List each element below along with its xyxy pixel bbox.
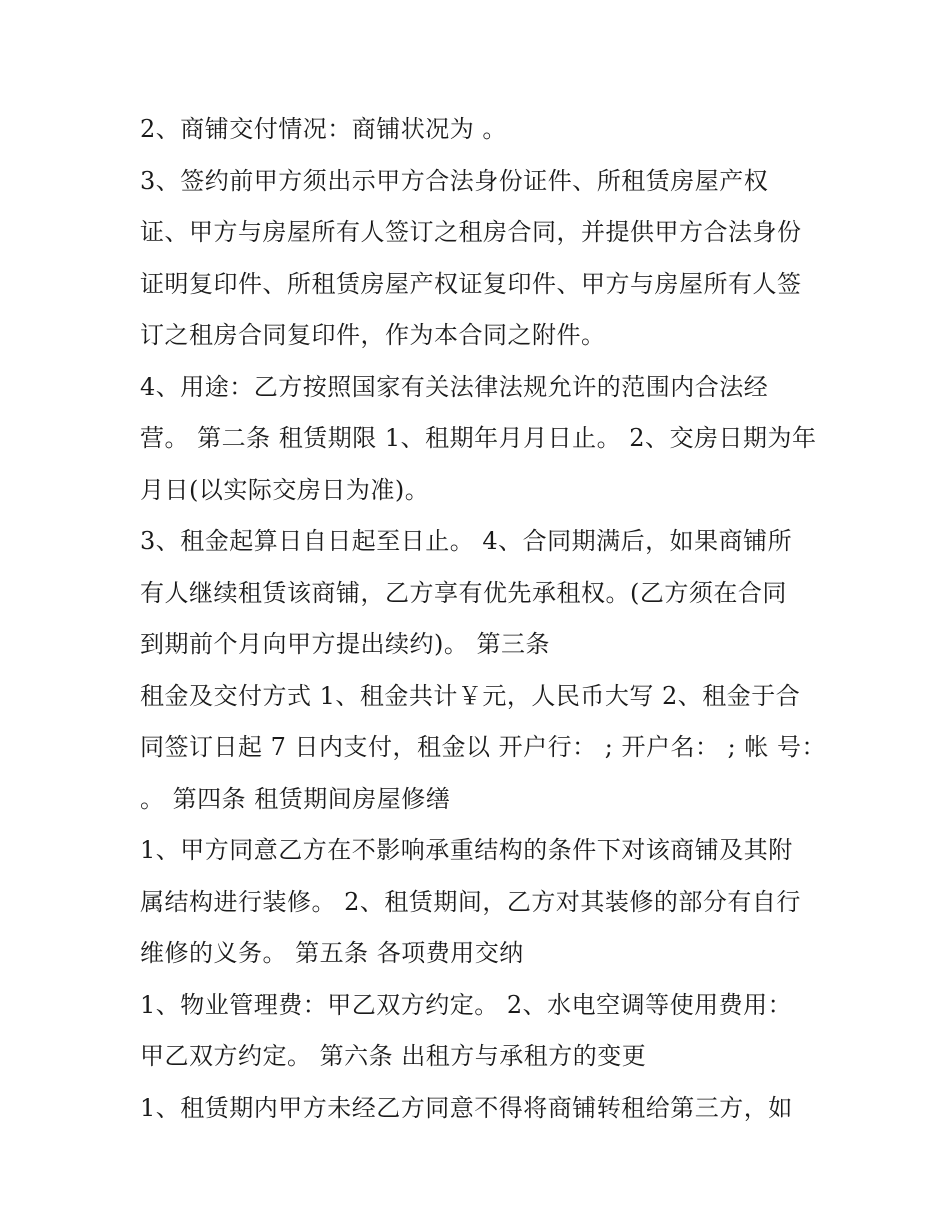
text-line: 月日(以实际交房日为准)。 (140, 475, 430, 504)
text-line: 证明复印件、所租赁房屋产权证复印件、甲方与房屋所有人签 (140, 269, 802, 298)
text-line: 4、用途：乙方按照国家有关法律法规允许的范围内合法经 (140, 372, 769, 401)
contract-body (140, 109, 840, 1139)
text-line: 1、物业管理费：甲乙双方约定。 2、水电空调等使用费用： (140, 990, 793, 1019)
text-line: 租金及交付方式 1、租金共计￥元，人民币大写 2、租金于合 (140, 681, 801, 710)
text-line: 1、甲方同意乙方在不影响承重结构的条件下对该商铺及其附 (140, 836, 793, 864)
text-line: 甲乙双方约定。 第六条 出租方与承租方的变更 (140, 1042, 647, 1070)
text-line: 营。 第二条 租赁期限 1、租期年月月日止。 2、交房日期为年 (140, 424, 817, 452)
text-line: 2、商铺交付情况：商铺状况为 。 (140, 115, 507, 143)
text-line: 。 第四条 租赁期间房屋修缮 (140, 784, 451, 813)
text-line: 有人继续租赁该商铺，乙方享有优先承租权。(乙方须在合同 (140, 578, 787, 607)
text-line: 同签订日起 7 日内支付，租金以 开户行： ; 开户名： ; 帐 号： (140, 733, 826, 761)
text-line: 到期前个月向甲方提出续约)。 第三条 (140, 630, 550, 658)
text-line: 维修的义务。 第五条 各项费用交纳 (140, 939, 524, 967)
text-line: 3、租金起算日自日起至日止。 4、合同期满后，如果商铺所 (140, 527, 793, 555)
text-line: 1、租赁期内甲方未经乙方同意不得将商铺转租给第三方，如 (140, 1093, 793, 1122)
text-line: 属结构进行装修。 2、租赁期间，乙方对其装修的部分有自行 (140, 887, 801, 916)
text-line: 证、甲方与房屋所有人签订之租房合同，并提供甲方合法身份 (140, 218, 802, 246)
text-line: 订之租房合同复印件，作为本合同之附件。 (140, 321, 606, 349)
text-line: 3、签约前甲方须出示甲方合法身份证件、所租赁房屋产权 (140, 166, 769, 195)
